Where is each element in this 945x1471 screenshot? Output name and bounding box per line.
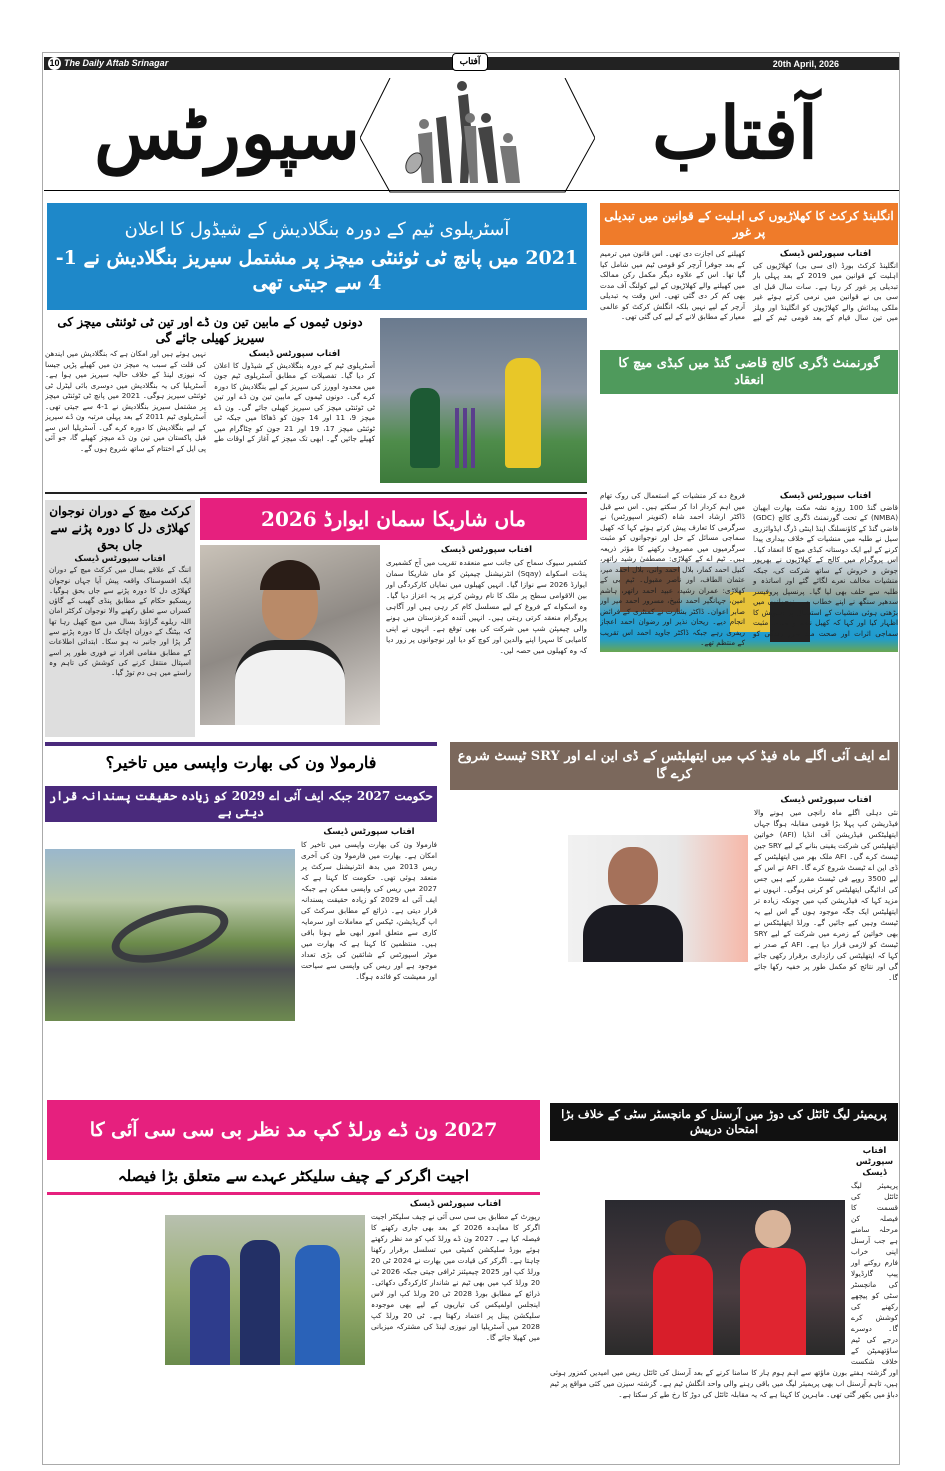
desk-label: آفتاب سپورٹس ڈیسک [779, 249, 872, 259]
article-text: انگلینڈ کرکٹ بورڈ (ای سی بی) کھلاڑیوں کی اہلیت کے قوانین میں 2019 کے بعد پہلی بار تبدیلی پر غور کر رہا ہے۔ سات سال قبل ای سی بی نے قوانین میں نرمی کرتے ہوئے غیر ملکی پیدائش والے کھلاڑیوں کو انگلینڈ اور ویلز میں تین سال قیام کے بعد قومی ٹیم کے لیے کھیلنے کی اجازت دی تھی۔ اس قانون میں ترمیم کے بعد جوفرا آرچر کو قومی ٹیم میں شامل کیا گیا تھا۔ اس کے علاوہ دیگر مکمل رکن ممالک میں کھیلنے والے کھلاڑیوں کے لیے کولنگ آف مدت بھی کم کر دی گئی تھی۔ اس وقت یہ تبدیلی آرچر کے لیے نہیں بلکہ انگلش کرکٹ کو عالمی معیار کے مطابق لانے کے لیے کی گئی تھی۔ [600, 249, 898, 322]
paper-id [48, 57, 168, 70]
australia-body [45, 349, 375, 488]
desk-label: آفتاب سپورٹس ڈیسک [855, 1146, 894, 1178]
bcci-rule [47, 1192, 540, 1195]
formula-subhead-box [45, 786, 437, 822]
article-text: پریمیئر لیگ ٹائٹل کی قسمت کا فیصلہ کن مرحلہ سامنے ہے جب آرسنل اپنی خراب فارم روکنے اور پیپ گارڈیولا کی مانچسٹر سٹی کو پیچھے رکھنے کی کوشش کرے گا۔ دوسرے درجے کی ٹیم ساؤتھمپٹن کے خلاف شکست اور گزشتہ ہفتے بورن ماؤتھ سے اہم ہوم ہار کا سامنا کرنے کے بعد آرسنل کی ٹائٹل ریس میں امیدیں کمزور ہوئی ہیں، تاہم آرسنل اب بھی پریمیئر لیگ میں باقی رہنے والی واحد انگلش ٹیم ہے۔ گزشتہ سیزن میں کئی مواقع پر ٹیم دباؤ میں بکھر گئی تھی۔ ماہرین کا کہنا ہے کہ یہ مقابلہ ٹائٹل کی دوڑ کا رخ طے کر سکتا ہے۔ [550, 1181, 898, 1399]
afi-headline: اے ایف آئی اگلے ماہ فیڈ کپ میں ایتھلیٹس کے ڈی این اے اور SRY ٹیسٹ شروع کرے گا [457, 749, 891, 782]
arsenal-headline: پریمیئر لیگ ٹائٹل کی دوڑ میں آرسنل کو مانچسٹر سٹی کے خلاف بڑا امتحان درپیش [561, 1107, 887, 1136]
formula-rule [45, 742, 437, 746]
article-text: قاضی گنڈ 100 روزہ نشہ مکت بھارت ابھیان (NMBA) کے تحت گورنمنٹ ڈگری کالج (GDC) قاضی گنڈ کے کاؤنسلنگ اینڈ اینٹی ڈرگ ایڈوائزری سیل نے طلبہ میں منشیات کے خلاف بیداری پیدا کرنے کے لیے ایک دوستانہ کبڈی میچ کا انعقاد کیا۔ اس پروگرام میں کالج کے کھلاڑیوں نے بھرپور جوش و خروش کے ساتھ شرکت کی، جبکہ منشیات مخالف نعرے لگائے گئے اور اساتذہ و طلبہ سے حلف بھی لیا گیا۔ پرنسپل پروفیسر سدھیر سنگھ نے اپنے خطاب میں نوجوانوں میں بڑھتی ہوئی منشیات کے استعمال پر تشویش کا اظہار کیا اور کہا کہ کھیل نظم و ضبط، مثبت سماجی اثرات اور صحت مند طرز زندگی کو فروغ دے کر منشیات کے استعمال کی روک تھام میں اہم کردار ادا کر سکتے ہیں۔ اس سے قبل ڈاکٹر ارشاد احمد شاہ (کنوینر اسپورٹس) نے سرگرمی کا تعارف پیش کرتے ہوئے کہا کہ کھیل سماجی مسائل کے حل اور نوجوانوں کو مثبت سرگرمیوں میں مصروف رکھنے کا مؤثر ذریعہ ہیں۔ ٹیم اے کے کھلاڑی: مصطفیٰ رشید راتھر، کنیل احمد کمار، بلال احمد وانی، بلال احمد میر، عثمان الطاف، اور ناصر مقبول۔ ٹیم بی کے کھلاڑی: عمران رشید، عبید احمد راتھر، ہاشم امین، جہانگیر احمد شیخ، مسرور احمد میر اور صابر اعوان۔ ڈاکٹر بشارت نے کمنٹری کے فرائض انجام دیے۔ ریحان نذیر اور رضوان احمد اعجاز ریفری رہے جبکہ ڈاکٹر جاوید احمد اس تقریب کے منتظم تھے۔ [600, 491, 898, 647]
australia-article [45, 314, 375, 488]
bcci-headline-box [47, 1100, 540, 1160]
england-body [600, 249, 898, 345]
article-text: فارمولا ون کی بھارت واپسی میں تاخیر کا امکان ہے۔ بھارت میں فارمولا ون کی آخری ریس 2013 میں بدھ انٹرنیشنل سرکٹ پر منعقد ہوئی تھی۔ حکومت کا کہنا ہے کہ 2027 میں ریس کی واپسی ممکن ہے جبکہ ایف آئی اے 2029 کو زیادہ حقیقت پسندانہ قرار دیتی ہے۔ ذرائع کے مطابق سرکٹ کی اپ گریڈیشن، ٹیکس کے معاملات اور سرمایہ کاری سے متعلق امور ابھی طے ہونا باقی ہیں۔ منتظمین کا کہنا ہے کہ بھارت میں موٹر اسپورٹس کے شائقین کی بڑی تعداد موجود ہے اور ریس کی واپسی سے سیاحت اور معیشت کو فائدہ ہوگا۔ [301, 840, 437, 981]
cricket-coaches-photo [165, 1215, 365, 1365]
formula-subhead: حکومت 2027 جبکہ ایف آئی اے 2029 کو زیادہ حقیقت پسندانہ قرار دیتی ہے [49, 789, 433, 819]
heart-body [45, 554, 195, 737]
kabaddi-headline: گورنمنٹ ڈگری کالج قاضی گنڈ میں کبڈی میچ کا انعقاد [618, 356, 880, 388]
formula-headline: فارمولا ون کی بھارت واپسی میں تاخیر؟ [105, 753, 377, 772]
masthead-rule [44, 190, 899, 191]
article-text: رپورٹ کے مطابق بی سی سی آئی نے چیف سلیکٹر اجیت اگرکر کا معاہدہ 2026 کے بعد بھی جاری رکھنے کا فیصلہ کیا ہے۔ 2027 ون ڈے ورلڈ کپ کو مد نظر رکھتے ہوئے بورڈ سلیکشن کمیٹی میں تسلسل برقرار رکھنا چاہتا ہے۔ اگرکر کی قیادت میں بھارت نے 2024 ٹی 20 ورلڈ کپ اور 2025 چیمپئنز ٹرافی جیتی جبکہ 2026 ٹی 20 ورلڈ کپ میں بھی ٹیم نے شاندار کارکردگی دکھائی۔ ذرائع کے مطابق بورڈ 2028 ٹی 20 ورلڈ کپ اور لاس اینجلس اولمپکس کی تیاریوں کے لیے بھی موجودہ سلیکشن پینل پر اعتماد رکھتا ہے۔ ٹی 20 ورلڈ کپ 2028 میں آسٹریلیا اور نیوزی لینڈ کی مشترکہ میزبانی میں کھیلا جائے گا۔ [371, 1212, 540, 1342]
racetrack-photo [45, 849, 295, 1021]
masthead-title-aftab: آفتاب [652, 90, 818, 175]
article-text: اننگ کے علاقے بسال میں کرکٹ میچ کے دوران ایک افسوسناک واقعہ پیش آیا جہاں نوجوان کھلاڑی دل کا دورہ پڑنے سے جاں بحق ہوگیا۔ ریسکیو حکام کے مطابق پنڈی گھیب کے گاؤں کسراں سے تعلق رکھنے والا نوجوان کرکٹر امان اللہ ریلوے گراؤنڈ بسال میں میچ کھیل رہا تھا کہ بیٹنگ کے دوران اچانک دل کا دورہ پڑنے سے گر پڑا اور جانبر نہ ہو سکا۔ ابتدائی اطلاعات کے مطابق مقامی افراد نے فوری طور پر اسے اسپتال منتقل کرنے کی کوشش کی تاہم وہ راستے میں ہی دم توڑ گیا۔ [49, 565, 191, 678]
desk-label: آفتاب سپورٹس ڈیسک [323, 827, 415, 837]
bcci-subhead: اجیت اگرکر کے چیف سلیکٹر عہدے سے متعلق بڑا فیصلہ [117, 1167, 470, 1185]
article-text: آسٹریلوی ٹیم کے دورہ بنگلادیش کے شیڈول کا اعلان کر دیا گیا۔ تفصیلات کے مطابق آسٹریلوی ٹیم جون میں محدود اوورز کی سیریز کے لیے بنگلادیش کا دورہ کرے گی۔ دونوں ٹیموں کے مابین تین ون ڈے اور تین ٹی ٹوئنٹی میچز کی سیریز کھیلی جائے گی۔ ون ڈے میچز 9، 11 اور 14 جون کو ڈھاکا میں جبکہ ٹی ٹوئنٹی میچز 17، 19 اور 21 جون کو چٹاگرام میں کھیلے جائیں گے۔ ابھی تک میچز کے آغاز کے اوقات طے نہیں ہوئے ہیں اور امکان ہے کہ بنگلادیش میں ایندھن کی قلت کے سبب یہ میچز دن میں کھیلے پڑیں جیسا کہ نیوزی لینڈ کے خلاف حالیہ سیریز میں ہوا ہے۔ آسٹریلیا کی یہ بنگلادیش میں دوسری بائی لیٹرل ٹی ٹوئنٹی سیریز ہوگی۔ 2021 میں پانچ ٹی ٹوئنٹی میچز پر مشتمل سیریز بنگلادیش نے 1-4 سے جیتی تھی۔ آسٹریلوی ٹیم 2011 کے بعد پہلی مرتبہ ون ڈے سیریز کے لیے بنگلادیش کا دورہ کرے گی۔ آسٹریلیا اس سے قبل پاکستان میں تین ون ڈے میچز کھیلے گا، جو آئی پی ایل کے اختتام کے ساتھ شروع ہوں گے۔ [45, 349, 375, 453]
issue-date: 20th April, 2026 [772, 58, 839, 69]
arsenal-body [550, 1146, 898, 1443]
england-headline-box [600, 203, 898, 245]
article-text: نئی دہلی اگلے ماہ رانچی میں ہونے والا فیڈریشن کپ پہلا بڑا قومی مقابلہ ہوگا جہاں ایتھلیٹکس فیڈریشن آف انڈیا (AFI) خواتین ایتھلیٹس کی شرکت یقینی بنانے کے لیے SRY جین ٹیسٹ کرے گی۔ AFI ملک بھر میں ایتھلیٹس کے ڈی این اے ٹیسٹ شروع کرے گا۔ AFI نے اس کے لیے 3500 روپے فی ٹیسٹ مقرر کیے ہیں جس کی ادائیگی ایتھلیٹس کو کرنی ہوگی۔ انہوں نے مزید کہا کہ فیڈریشن کپ میں چونکہ زیادہ تر ایتھلیٹس ایک جگہ موجود ہوں گے اس لیے یہ ٹیسٹ وہیں کیے جائیں گے۔ ورلڈ ایتھلیٹکس نے بھی خواتین کے زمرے میں شرکت کے لیے SRY ٹیسٹ کو لازمی قرار دیا ہے۔ AFI کے صدر نے کہا کہ ایتھلیٹس کی رازداری برقرار رکھی جائے گی اور نتائج کو مکمل طور پر خفیہ رکھا جائے گا۔ [754, 808, 898, 982]
afi-body [450, 795, 898, 1090]
sports-figures-logo [360, 78, 595, 193]
australia-subhead: دونوں ٹیموں کے مابین تین ون ڈے اور تین ٹی ٹوئنٹی میچز کی سیریز کھیلی جائے گی [57, 315, 363, 345]
small-logo: آفتاب [452, 53, 488, 71]
desk-label: آفتاب سپورٹس ڈیسک [248, 349, 341, 359]
heart-article-box [45, 500, 195, 737]
arsenal-players-photo [605, 1200, 845, 1355]
paper-name: The Daily Aftab Srinagar [64, 58, 169, 68]
arsenal-headline-box [550, 1103, 898, 1141]
award-body [200, 545, 587, 737]
kabaddi-headline-box [600, 350, 898, 394]
desk-label: آفتاب سپورٹس ڈیسک [779, 491, 872, 501]
kabaddi-body [600, 491, 898, 737]
desk-label: آفتاب سپورٹس ڈیسک [780, 795, 872, 805]
afi-headline-box [450, 742, 898, 790]
page-number: 10 [49, 58, 60, 68]
afi-official-photo [568, 835, 748, 962]
heart-headline: کرکٹ میچ کے دوران نوجوان کھلاڑی دل کا دورہ پڑنے سے جاں بحق [49, 504, 191, 552]
bcci-headline: 2027 ون ڈے ورلڈ کپ مد نظر بی سی سی آئی کا [89, 1119, 498, 1141]
section-rule [45, 492, 587, 494]
formula-body [45, 827, 437, 1089]
desk-label: آفتاب سپورٹس ڈیسک [409, 1199, 502, 1209]
desk-label: آفتاب سپورٹس ڈیسک [440, 545, 533, 555]
cricket-photo [380, 318, 587, 483]
australia-headline: آسٹریلوی ٹیم کے دورہ بنگلادیش کے شیڈول کا اعلان [124, 218, 510, 240]
award-photo [200, 545, 380, 725]
masthead-title-sports: سپورٹس [94, 90, 360, 175]
england-headline: انگلینڈ کرکٹ کا کھلاڑیوں کی اہلیت کے قوانین میں تبدیلی پر غور [604, 209, 894, 239]
bcci-body [45, 1199, 540, 1444]
award-headline-box [200, 498, 587, 540]
desk-label: آفتاب سپورٹس ڈیسک [74, 554, 166, 564]
australia-headline-2: 2021 میں پانچ ٹی ٹوئنٹی میچز پر مشتمل سیریز بنگلادیش نے 1- 4 سے جیتی تھی [55, 246, 579, 294]
australia-headline-box [47, 203, 587, 310]
article-text: کشمیر سیوک سماج کی جانب سے منعقدہ تقریب میں آج کشمیری پنڈت اسکواے (Sqay) انٹرنیشنل چیمپئن کو ماں شاریکا سمان ایوارڈ 2026 سے نوازا گیا۔ انہیں کھیلوں میں نمایاں کارکردگی اور بین الاقوامی سطح پر ملک کا نام روشن کرنے پر یہ اعزاز دیا گیا۔ وہ اسکواے کے فروغ کے لیے مسلسل کام کر رہی ہیں اور آگاہی پروگرام منعقد کرتی رہتی ہیں۔ انہیں آئندہ کرغزستان میں ہونے والی چیمپئن شپ میں شرکت کی بھی توقع ہے۔ انہوں نے اپنی کامیابی کا سہرا اپنے والدین اور کوچ کو دیا اور نوجوانوں پر زور دیا کہ وہ کھیلوں میں حصہ لیں۔ [386, 558, 587, 655]
award-headline: ماں شاریکا سمان ایوارڈ 2026 [261, 507, 526, 531]
